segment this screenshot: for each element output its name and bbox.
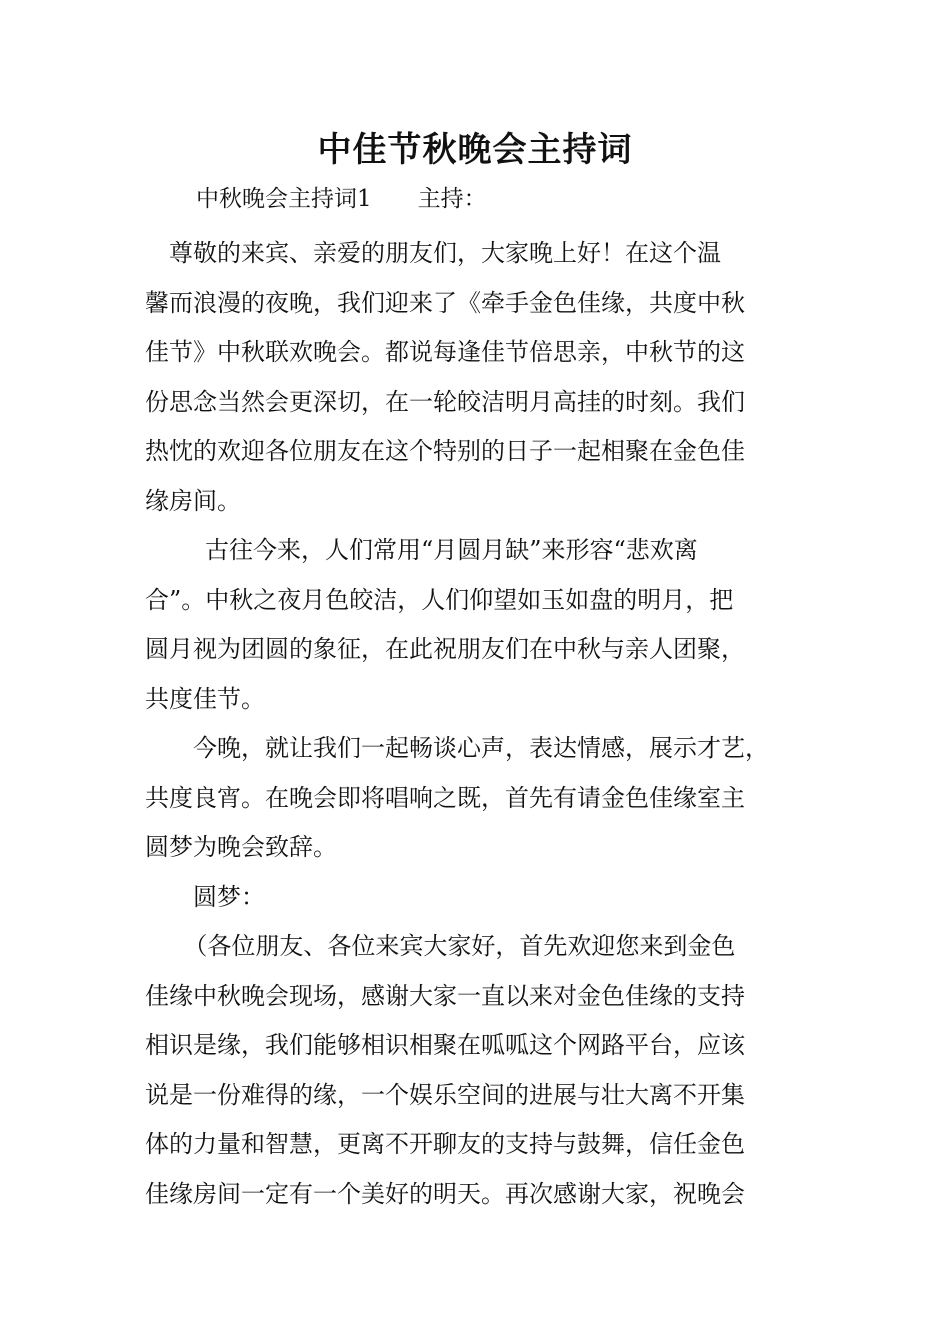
paragraph-moon: [145, 526, 825, 724]
text-line: 说是一份难得的缘，一个娱乐空间的进展与壮大离不开集: [145, 1080, 745, 1109]
text-line: 佳缘中秋晚会现场，感谢大家一直以来对金色佳缘的支持: [145, 981, 745, 1010]
paragraph-tonight: [145, 724, 825, 873]
text-line: 圆梦为晚会致辞。: [145, 833, 337, 861]
text-line: 佳节》中秋联欢晚会。都说每逢佳节倍思亲，中秋节的这: [145, 338, 745, 366]
text-line: 古往今来，人们常用“月圆月缺”来形容“悲欢离: [205, 536, 698, 564]
document-body: [145, 229, 825, 1219]
text-line: 份思念当然会更深切，在一轮皎洁明月高挂的时刻。我们: [145, 387, 745, 416]
document-subtitle: 中秋晚会主持词1 主持：: [196, 186, 487, 212]
text-line: 尊敬的来宾、亲爱的朋友们，大家晚上好！在这个温: [169, 239, 721, 267]
document-title: 中佳节秋晚会主持词: [317, 130, 633, 170]
text-line: 缘房间。: [145, 486, 241, 515]
paragraph-welcome: [145, 229, 825, 526]
text-line: 佳缘房间一定有一个美好的明天。再次感谢大家，祝晚会: [145, 1179, 745, 1208]
text-line: 圆月视为团圆的象征，在此祝朋友们在中秋与亲人团聚，: [145, 635, 745, 663]
text-line: 热忱的欢迎各位朋友在这个特别的日子一起相聚在金色佳: [145, 437, 745, 465]
text-line: 今晚，就让我们一起畅谈心声，表达情感，展示才艺，: [193, 734, 769, 762]
text-line: 圆梦：: [193, 882, 265, 911]
paragraph-speaker: [145, 873, 825, 923]
text-line: 相识是缘，我们能够相识相聚在呱呱这个网路平台，应该: [145, 1031, 745, 1059]
text-line: 体的力量和智慧，更离不开聊友的支持与鼓舞，信任金色: [145, 1130, 745, 1158]
text-line: 共度良宵。在晚会即将唱响之既，首先有请金色佳缘室主: [145, 783, 745, 812]
text-line: 合”。中秋之夜月色皎洁，人们仰望如玉如盘的明月，把: [145, 585, 734, 614]
text-line: 馨而浪漫的夜晚，我们迎来了《牵手金色佳缘，共度中秋: [145, 288, 745, 317]
text-line: （各位朋友、各位来宾大家好，首先欢迎您来到金色: [183, 932, 736, 960]
text-line: 共度佳节。: [145, 684, 265, 713]
paragraph-speech: [145, 922, 825, 1219]
